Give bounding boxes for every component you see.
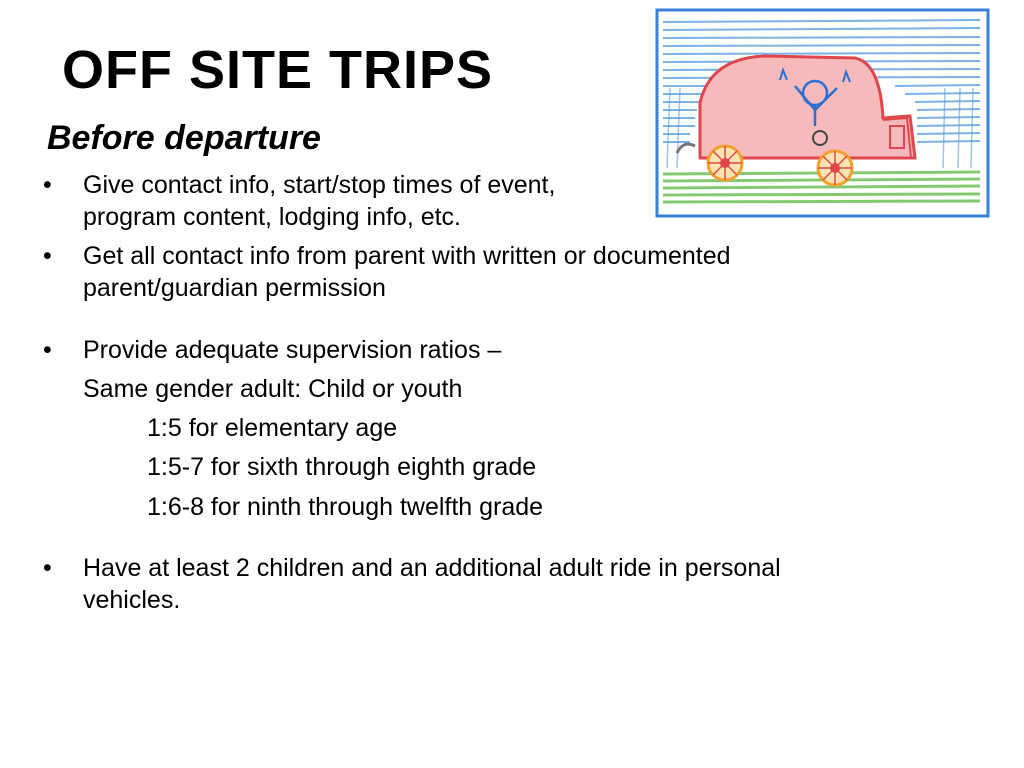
slide-title: OFF SITE TRIPS bbox=[62, 40, 494, 100]
ratios-heading: Same gender adult: Child or youth bbox=[83, 375, 463, 403]
bullet-line: program content, lodging info, etc. bbox=[83, 203, 462, 231]
bullet-line: parent/guardian permission bbox=[83, 274, 386, 302]
ratio-item: 1:5 for elementary age bbox=[147, 414, 398, 442]
child-drawing-car-image bbox=[655, 8, 990, 218]
bullet-dot: • bbox=[43, 171, 52, 199]
bullet-dot: • bbox=[43, 242, 52, 270]
bullet-line: Have at least 2 children and an additional adult ride in personal bbox=[83, 554, 781, 582]
ratio-item: 1:6-8 for ninth through twelfth grade bbox=[147, 493, 544, 521]
bullet-line: vehicles. bbox=[83, 586, 181, 614]
bullet-dot: • bbox=[43, 336, 52, 364]
bullet-line: Give contact info, start/stop times of event, bbox=[83, 171, 556, 199]
bullet-line: Provide adequate supervision ratios – bbox=[83, 336, 502, 364]
ratio-item: 1:5-7 for sixth through eighth grade bbox=[147, 453, 537, 481]
bullet-line: Get all contact info from parent with written or documented bbox=[83, 242, 731, 270]
bullet-dot: • bbox=[43, 554, 52, 582]
slide-subtitle: Before departure bbox=[47, 119, 321, 157]
